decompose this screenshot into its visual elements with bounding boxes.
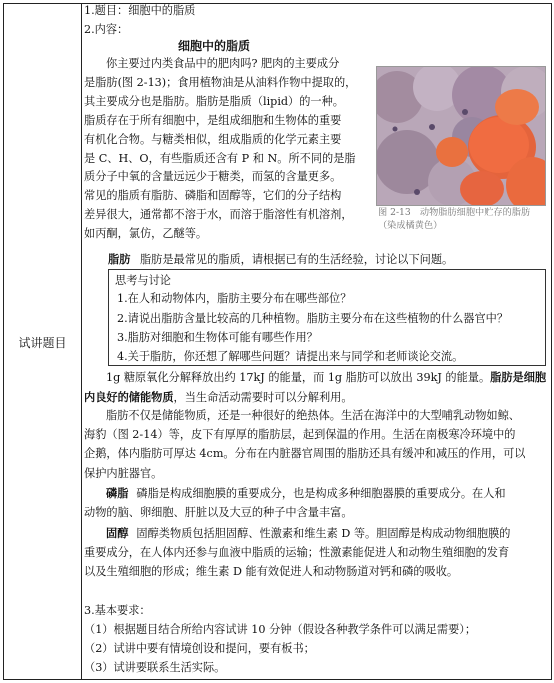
energy-emphasis: 脂肪是细胞内良好的储能物质	[84, 370, 547, 404]
content-cell	[84, 2, 544, 39]
think-discuss-box	[108, 269, 546, 366]
sterol-line: 固醇类物质包括胆固醇、性激素和维生素 D 等。胆固醇是构成动物细胞膜的	[136, 527, 511, 540]
intro-line: 其主要成分也是脂肪。脂肪是脂质（lipid）的一种。	[84, 94, 344, 108]
intro-paragraph	[84, 55, 374, 244]
micrograph-image	[377, 67, 545, 205]
requirement-item: （2）试讲中要有情境创设和提问，要有板书；	[84, 642, 315, 655]
phospholipid-line: 动物的脑、卵细胞、肝脏以及大豆的种子中含量丰富。	[84, 506, 353, 520]
intro-line: 质分子中氧的含量远远少于糖类，而氢的含量更多。	[84, 170, 342, 184]
insulation-line: 海豹（图 2-14）等，皮下有厚厚的脂肪层，起到保温的作用。生活在南极寒冷环境中的	[84, 428, 516, 442]
requirement-item: （3）试讲要联系生活实际。	[84, 661, 226, 674]
sterol-paragraph	[84, 524, 548, 582]
phospholipid-line: 磷脂是构成细胞膜的重要成分，也是构成多种细胞器膜的重要成分。在人和	[136, 487, 506, 500]
figure-caption: 图 2-13 动物脂肪细胞中贮存的脂肪（染成橘黄色）	[378, 207, 531, 231]
requirements-heading: 3.基本要求：	[84, 604, 151, 617]
phospholipid-paragraph	[84, 484, 548, 522]
think-header: 思考与讨论	[115, 274, 171, 287]
fat-intro	[108, 250, 548, 270]
intro-line: 是脂肪(图 2-13)；食用植物油是从油料作物中提取的，	[84, 75, 357, 89]
intro-line: 有机化合物。与糖类相似，组成脂质的化学元素主要	[84, 132, 342, 146]
intro-line: 脂质存在于所有细胞中，是组成细胞和生物体的重要	[84, 113, 342, 127]
intro-line: 是 C、H、O，有些脂质还含有 P 和 N。所不同的是脂	[84, 151, 356, 165]
intro-line: 你主要过内类食品中的肥肉吗? 肥肉的主要成分	[106, 57, 340, 70]
content-heading: 2.内容：	[84, 22, 129, 36]
energy-text-1: 1g 糖原氧化分解释放出约 17kJ 的能量，而 1g 脂肪可以放出 39kJ 的能量。	[106, 371, 491, 384]
row-label: 试讲题目	[18, 336, 67, 350]
topic-heading: 1.题目：细胞中的脂质	[84, 4, 196, 17]
sterol-line: 重要成分，在人体内还参与血液中脂质的运输；性激素能促进人和动物生殖细胞的发育	[84, 546, 510, 560]
think-question: 4.关于脂肪，你还想了解哪些问题？请提出来与同学和老师谈论交流。	[117, 350, 464, 363]
intro-line: 常见的脂质有脂肪、磷脂和固醇等，它们的分子结构	[84, 189, 342, 203]
insulation-line: 企鹅，体内脂肪可厚达 4cm。分布在内脏器官周围的脂肪还具有缓冲和减压的作用，可以	[84, 447, 526, 461]
requirement-item: （1）根据题目结合所给内容试讲 10 分钟（假设各种教学条件可以满足需要）；	[84, 623, 477, 636]
label-column	[4, 4, 82, 679]
phospholipid-term: 磷脂	[106, 486, 129, 500]
energy-paragraph	[84, 368, 548, 407]
intro-line: 如丙酮，氯仿，乙醚等。	[84, 227, 208, 241]
think-question: 2.请说出脂肪含量比较高的几种植物。脂肪主要分布在这些植物的什么器官中？	[117, 312, 509, 325]
insulation-line: 脂肪不仅是储能物质，还是一种很好的绝热体。生活在海洋中的大型哺乳动物如鲸、	[106, 409, 520, 422]
fat-intro-text: 脂肪是最常见的脂质，请根据已有的生活经验，讨论以下问题。	[139, 253, 454, 266]
sterol-line: 以及生殖细胞的形成；维生素 D 能有效促进人和动物肠道对钙和磷的吸收。	[84, 565, 459, 579]
insulation-paragraph	[84, 406, 548, 483]
think-question: 1.在人和动物体内，脂肪主要分布在哪些部位？	[117, 292, 352, 305]
section-title: 细胞中的脂质	[178, 39, 251, 53]
energy-text-2: ，当生命活动需要时可以分解利用。	[173, 390, 353, 404]
intro-line: 差异很大，通常都不溶于水，而溶于脂溶性有机溶剂，	[84, 208, 353, 222]
fat-cell-micrograph	[376, 66, 546, 206]
sterol-term: 固醇	[106, 526, 129, 540]
think-question: 3.脂肪对细胞和生物体可能有哪些作用？	[117, 331, 318, 344]
fat-term: 脂肪	[108, 252, 131, 266]
insulation-line: 保护内脏器官。	[84, 466, 163, 480]
